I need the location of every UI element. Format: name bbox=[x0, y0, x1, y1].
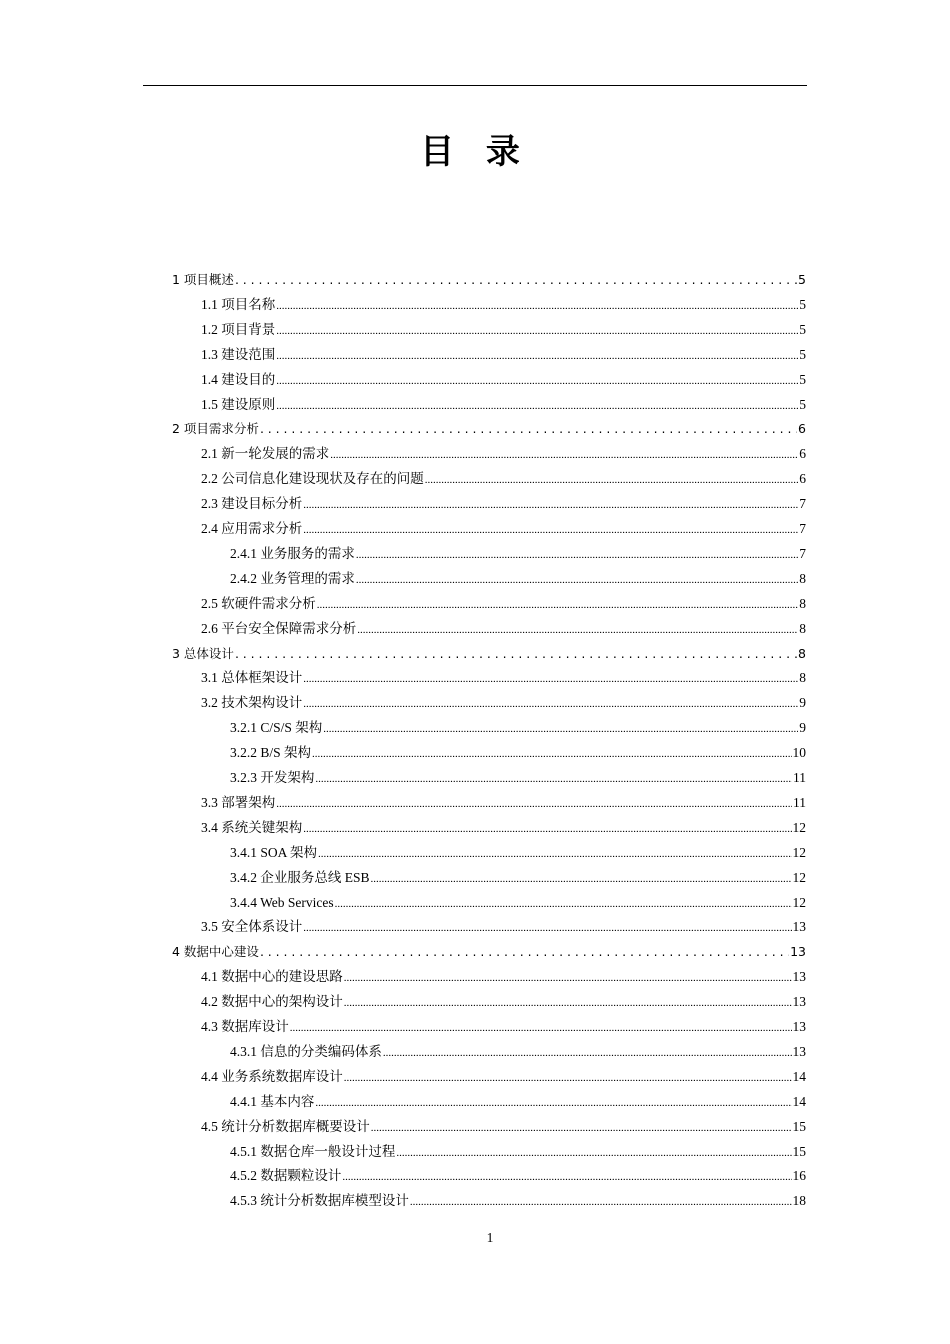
toc-entry-page: 13 bbox=[792, 1043, 806, 1059]
toc-entry-page: 13 bbox=[792, 994, 806, 1010]
toc-entry[interactable] bbox=[172, 267, 806, 292]
toc-dot-leader bbox=[276, 369, 798, 394]
toc-dot-leader bbox=[317, 593, 799, 618]
toc-entry[interactable] bbox=[230, 715, 806, 740]
toc-entry-label: 2.4 应用需求分析 bbox=[201, 521, 303, 536]
toc-entry-label: 1.1 项目名称 bbox=[201, 296, 276, 312]
toc-entry[interactable] bbox=[230, 1163, 806, 1188]
toc-dot-leader bbox=[410, 1190, 792, 1215]
toc-dot-leader bbox=[318, 842, 791, 867]
toc-entry-page: 18 bbox=[792, 1193, 806, 1209]
toc-entry-label: 4 数据中心建设 bbox=[172, 944, 259, 960]
toc-entry-page: 10 bbox=[792, 745, 806, 761]
toc-entry[interactable] bbox=[172, 641, 806, 666]
toc-dot-leader bbox=[303, 692, 798, 717]
toc-entry-page: 12 bbox=[792, 869, 806, 885]
toc-entry[interactable] bbox=[201, 815, 806, 840]
toc-entry[interactable] bbox=[230, 1188, 806, 1213]
toc-entry-label: 2.4.1 业务服务的需求 bbox=[230, 545, 355, 561]
toc-dot-leader bbox=[276, 792, 792, 817]
toc-entry-page: 7 bbox=[799, 545, 806, 561]
toc-entry-page: 8 bbox=[799, 595, 806, 611]
toc-dot-leader bbox=[260, 939, 789, 964]
toc-entry[interactable] bbox=[201, 292, 806, 317]
toc-entry[interactable] bbox=[230, 1039, 806, 1064]
toc-entry[interactable] bbox=[201, 989, 806, 1014]
toc-dot-leader bbox=[315, 1091, 791, 1116]
toc-dot-leader bbox=[312, 742, 791, 767]
page-number: 1 bbox=[486, 1230, 494, 1245]
toc-dot-leader bbox=[425, 468, 799, 493]
toc-entry-label: 4.5.3 统计分析数据库模型设计 bbox=[230, 1193, 409, 1209]
toc-entry-label: 3.1 总体框架设计 bbox=[201, 670, 303, 686]
toc-entry-page: 5 bbox=[799, 321, 806, 337]
toc-dot-leader bbox=[344, 1066, 792, 1091]
toc-entry-page: 5 bbox=[799, 396, 806, 412]
toc-entry-label: 1.5 建设原则 bbox=[201, 396, 276, 412]
toc-entry[interactable] bbox=[230, 1139, 806, 1164]
toc-dot-leader bbox=[303, 916, 791, 941]
toc-entry-page: 6 bbox=[799, 446, 806, 462]
toc-entry-label: 4.2 数据中心的架构设计 bbox=[201, 994, 343, 1010]
toc-entry-label: 2 项目需求分析 bbox=[172, 421, 259, 437]
toc-dot-leader bbox=[303, 667, 798, 692]
toc-dot-leader bbox=[303, 518, 798, 543]
toc-entry[interactable] bbox=[230, 840, 806, 865]
toc-dot-leader bbox=[344, 966, 792, 991]
toc-entry[interactable] bbox=[201, 1064, 806, 1089]
toc-entry-page: 15 bbox=[792, 1143, 806, 1159]
toc-entry[interactable] bbox=[201, 367, 806, 392]
toc-dot-leader bbox=[290, 1016, 792, 1041]
toc-dot-leader bbox=[342, 1165, 791, 1190]
toc-entry-label: 4.1 数据中心的建设思路 bbox=[201, 969, 343, 985]
toc-entry-page: 8 bbox=[799, 570, 806, 586]
toc-entry-label: 3 总体设计 bbox=[172, 645, 234, 661]
toc-dot-leader bbox=[344, 991, 792, 1016]
toc-entry-page: 8 bbox=[798, 645, 806, 661]
toc-entry-label: 4.4 业务系统数据库设计 bbox=[201, 1068, 343, 1084]
toc-dot-leader bbox=[356, 568, 798, 593]
toc-entry-page: 5 bbox=[798, 272, 806, 287]
toc-dot-leader bbox=[276, 294, 798, 319]
toc-dot-leader bbox=[383, 1041, 792, 1066]
toc-entry-label: 3.2.2 B/S 架构 bbox=[230, 745, 312, 761]
toc-entry-label: 1.3 建设范围 bbox=[201, 346, 276, 362]
toc-dot-leader bbox=[396, 1141, 791, 1166]
toc-entry-label: 3.3 部署架构 bbox=[201, 794, 276, 810]
toc-entry-label: 3.5 安全体系设计 bbox=[201, 919, 303, 935]
toc-entry[interactable] bbox=[201, 690, 806, 715]
toc-entry[interactable] bbox=[201, 1114, 806, 1139]
toc-entry[interactable] bbox=[201, 441, 806, 466]
toc-entry[interactable] bbox=[201, 616, 806, 641]
toc-dot-leader bbox=[371, 1116, 792, 1141]
toc-dot-leader bbox=[330, 443, 798, 468]
toc-entry-page: 7 bbox=[799, 521, 806, 536]
toc-entry-page: 15 bbox=[792, 1118, 806, 1134]
toc-entry-page: 11 bbox=[793, 794, 806, 810]
toc-entry-page: 8 bbox=[799, 670, 806, 686]
toc-dot-leader bbox=[303, 817, 791, 842]
toc-dot-leader bbox=[335, 892, 792, 917]
toc-entry-page: 6 bbox=[798, 421, 806, 437]
toc-entry[interactable] bbox=[201, 317, 806, 342]
toc-entry[interactable] bbox=[201, 964, 806, 989]
toc-dot-leader bbox=[323, 717, 798, 742]
toc-entry-label: 2.2 公司信息化建设现状及存在的问题 bbox=[201, 471, 424, 487]
toc-entry-label: 1 项目概述 bbox=[172, 272, 234, 287]
toc-entry-label: 4.5 统计分析数据库概要设计 bbox=[201, 1118, 370, 1134]
toc-dot-leader bbox=[356, 543, 798, 568]
toc-entry-label: 4.4.1 基本内容 bbox=[230, 1093, 315, 1109]
toc-entry-page: 12 bbox=[792, 894, 806, 910]
toc-entry-page: 6 bbox=[799, 471, 806, 487]
toc-dot-leader bbox=[260, 416, 797, 441]
toc-entry[interactable] bbox=[201, 466, 806, 491]
toc-entry-page: 13 bbox=[790, 944, 806, 960]
header-rule bbox=[143, 85, 807, 86]
toc-entry-label: 3.4.4 Web Services bbox=[230, 894, 334, 910]
toc-dot-leader bbox=[315, 767, 792, 792]
toc-entry-label: 4.3 数据库设计 bbox=[201, 1019, 289, 1034]
toc-entry-label: 3.4.2 企业服务总线 ESB bbox=[230, 869, 370, 885]
toc-entry[interactable] bbox=[230, 865, 806, 890]
toc-entry-page: 13 bbox=[792, 969, 806, 985]
toc-entry[interactable] bbox=[172, 939, 806, 964]
toc-entry-page: 14 bbox=[792, 1068, 806, 1084]
toc-entry-label: 3.2.1 C/S/S 架构 bbox=[230, 720, 323, 736]
toc-entry-label: 3.4.1 SOA 架构 bbox=[230, 844, 318, 860]
toc-dot-leader bbox=[371, 867, 792, 892]
toc-dot-leader bbox=[235, 267, 797, 292]
toc-entry-label: 3.2.3 开发架构 bbox=[230, 770, 315, 785]
toc-entry-label: 3.4 系统关键架构 bbox=[201, 819, 303, 835]
toc-entry[interactable] bbox=[230, 1089, 806, 1114]
toc-entry-label: 2.5 软硬件需求分析 bbox=[201, 595, 316, 611]
toc-entry-page: 5 bbox=[799, 371, 806, 387]
toc-entry[interactable] bbox=[201, 342, 806, 367]
toc-entry-page: 5 bbox=[799, 346, 806, 362]
toc-entry[interactable] bbox=[230, 566, 806, 591]
toc-entry-page: 14 bbox=[792, 1093, 806, 1109]
toc-entry-page: 13 bbox=[792, 919, 806, 935]
toc-entry-page: 12 bbox=[792, 819, 806, 835]
toc-entry-label: 2.1 新一轮发展的需求 bbox=[201, 446, 330, 462]
toc-entry-page: 8 bbox=[799, 620, 806, 636]
toc-entry-label: 4.5.1 数据仓库一般设计过程 bbox=[230, 1143, 396, 1159]
toc-dot-leader bbox=[276, 344, 798, 369]
toc-entry-page: 11 bbox=[793, 770, 806, 785]
toc-entry-label: 2.6 平台安全保障需求分析 bbox=[201, 620, 357, 636]
toc-entry[interactable] bbox=[201, 591, 806, 616]
toc-dot-leader bbox=[357, 618, 798, 643]
toc-entry-page: 9 bbox=[799, 720, 806, 736]
toc-entry-page: 13 bbox=[792, 1019, 806, 1034]
toc-entry[interactable] bbox=[172, 416, 806, 441]
toc-entry-label: 1.4 建设目的 bbox=[201, 371, 276, 387]
toc-entry-label: 4.3.1 信息的分类编码体系 bbox=[230, 1043, 382, 1059]
toc-entry-label: 3.2 技术架构设计 bbox=[201, 695, 303, 711]
toc-entry[interactable] bbox=[201, 1014, 806, 1039]
toc-entry-page: 12 bbox=[792, 844, 806, 860]
toc-entry-label: 4.5.2 数据颗粒设计 bbox=[230, 1168, 342, 1184]
toc-entry-page: 16 bbox=[792, 1168, 806, 1184]
toc-dot-leader bbox=[303, 493, 798, 518]
toc-entry[interactable] bbox=[201, 914, 806, 939]
toc-entry-label: 2.4.2 业务管理的需求 bbox=[230, 570, 355, 586]
toc-entry[interactable] bbox=[230, 765, 806, 790]
toc-entry-label: 1.2 项目背景 bbox=[201, 321, 276, 337]
toc-entry-label: 2.3 建设目标分析 bbox=[201, 496, 303, 512]
toc-entry-page: 7 bbox=[799, 496, 806, 512]
toc-entry[interactable] bbox=[230, 541, 806, 566]
toc-dot-leader bbox=[276, 319, 798, 344]
toc-entry[interactable] bbox=[201, 516, 806, 541]
toc-entry[interactable] bbox=[230, 890, 806, 915]
toc-entry[interactable] bbox=[201, 665, 806, 690]
toc-dot-leader bbox=[235, 641, 797, 666]
toc-entry[interactable] bbox=[201, 491, 806, 516]
toc-entry-page: 9 bbox=[799, 695, 806, 711]
toc-entry[interactable] bbox=[201, 392, 806, 417]
toc-entry[interactable] bbox=[201, 790, 806, 815]
toc-dot-leader bbox=[276, 394, 798, 419]
toc-entry-page: 5 bbox=[799, 296, 806, 312]
page-title: 目 录 bbox=[420, 132, 530, 172]
toc-entry[interactable] bbox=[230, 740, 806, 765]
